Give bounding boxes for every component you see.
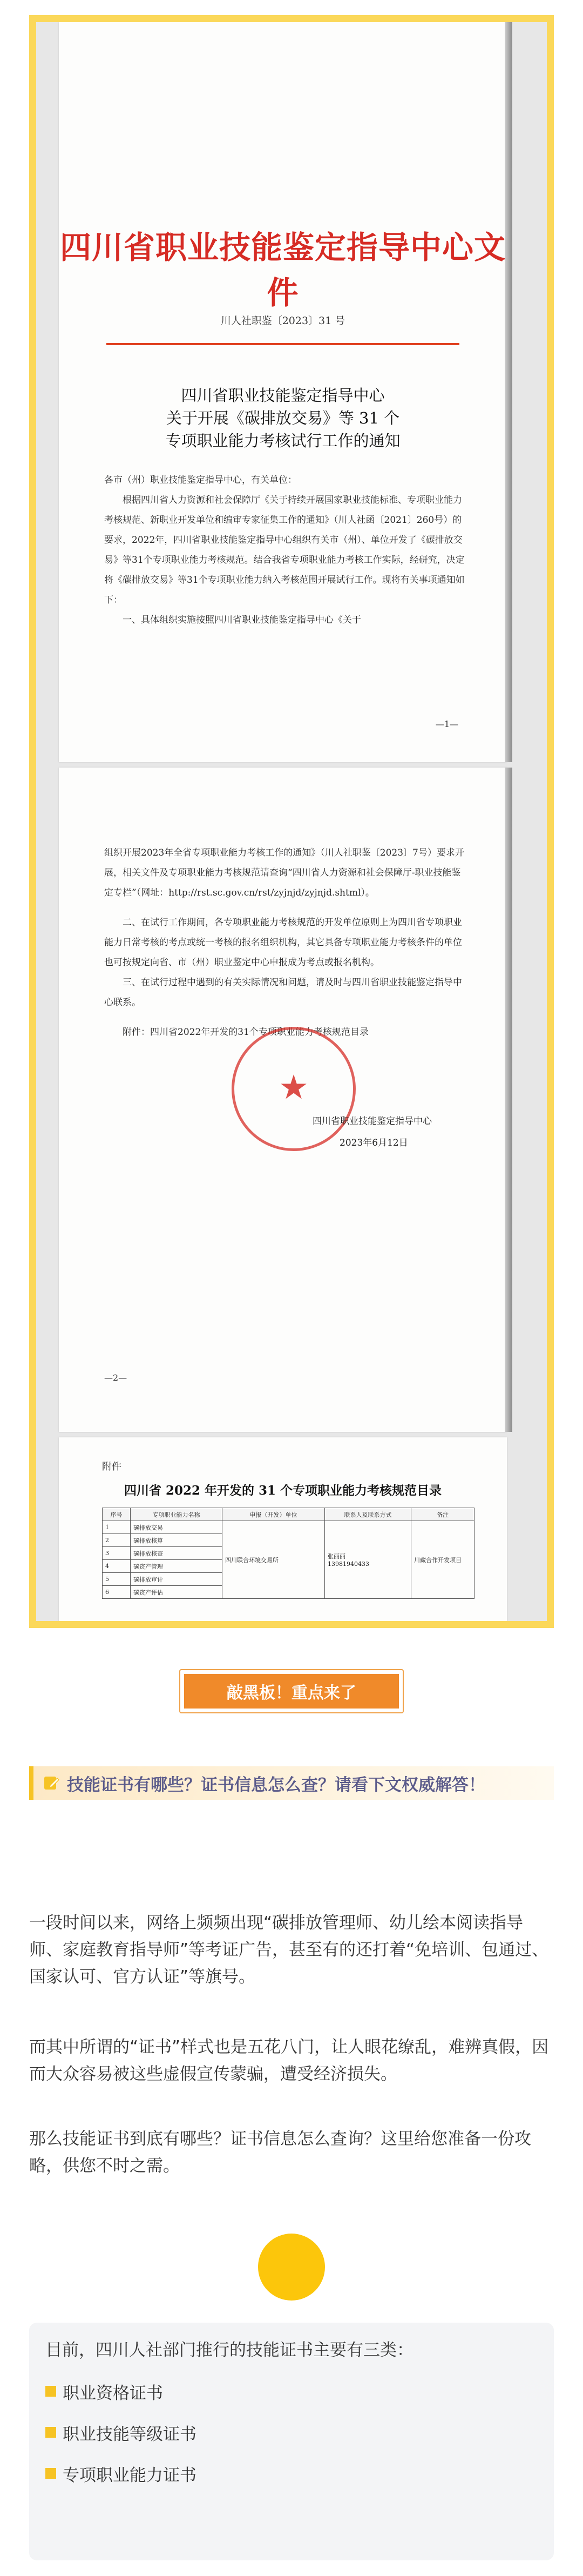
- card-intro: 目前，四川人社部门推行的技能证书主要有三类：: [45, 2340, 413, 2360]
- star-icon: ★: [279, 1067, 309, 1107]
- list-item: [45, 2419, 538, 2446]
- table-cell: 碳资产评估: [131, 1586, 222, 1599]
- section-heading: [29, 1766, 554, 1800]
- article-paragraph: 而其中所谓的“证书”样式也是五花八门，让人眼花缭乱，难辨真假，因而大众容易被这些虚假宣传蒙骗，遭受经济损失。: [29, 2037, 549, 2084]
- section-title: 技能证书有哪些？证书信息怎么查？请看下文权威解答！: [67, 1775, 485, 1795]
- table-cell: 4: [103, 1560, 131, 1573]
- table-row: [103, 1521, 474, 1534]
- table-cell: 碳排放核算: [131, 1534, 222, 1547]
- table-cell: 碳资产管理: [131, 1560, 222, 1573]
- document-page-1: [59, 22, 507, 762]
- paragraph: 组织开展2023年全省专项职业能力考核工作的通知》（川人社职鉴〔2023〕7号）要求开展，相关文件及专项职业能力考核规范请查询“四川省人力资源和社会保障厅-职业技能鉴定专栏”（网址：http://rst.sc.gov.cn/rst/zyjnjd/zyjnjd.shtml）。: [104, 848, 464, 898]
- certificate-type: 专项职业能力证书: [63, 2465, 196, 2485]
- bullet-icon: [45, 2386, 56, 2397]
- page-edge: [505, 768, 512, 1432]
- table-cell: 碳排放审计: [131, 1573, 222, 1586]
- page-number: —1—: [435, 719, 458, 729]
- document-body-2: [104, 843, 469, 1042]
- paragraph: 一、具体组织实施按照四川省职业技能鉴定指导中心《关于: [123, 615, 361, 625]
- annex-label: 附件: [102, 1461, 121, 1472]
- document-title: [59, 384, 507, 452]
- decorative-dot: [258, 2234, 325, 2301]
- list-item: [45, 2460, 538, 2487]
- table-cell: 6: [103, 1586, 131, 1599]
- table-cell-org: 四川联合环境交易所: [222, 1521, 325, 1599]
- article-paragraph: 那么技能证书到底有哪些？证书信息怎么查询？这里给您准备一份攻略，供您不时之需。: [29, 2129, 531, 2176]
- page-number: —2—: [104, 1373, 127, 1383]
- official-seal: [232, 1027, 356, 1151]
- document-number: 川人社职鉴〔2023〕31 号: [220, 315, 345, 327]
- paragraph: 根据四川省人力资源和社会保障厅《关于持续开展国家职业技能标准、专项职业能力考核规范、新职业开发单位和编审专家征集工作的通知》（川人社函〔2021〕260号）的要求，2022年，四川省职业技能鉴定指导中心组织有关市（州）、单位开发了《碳排放交易》等31个专项职业能力考核规范。结合我省专项职业能力考核工作实际，经研究，决定将《碳排放交易》等31个专项职业能力纳入考核范围开展试行工作。现将有关事项通知如下：: [104, 495, 465, 606]
- annex-title: 四川省 2022 年开发的 31 个专项职业能力考核规范目录: [124, 1483, 442, 1498]
- article-paragraph: 一段时间以来，网络上频频出现“碳排放管理师、幼儿绘本阅读指导师、家庭教育指导师”等考证广告，甚至有的还打着“免培训、包通过、国家认可、官方认证”等旗号。: [29, 1913, 549, 1987]
- addressee: 各市（州）职业技能鉴定指导中心，有关单位：: [104, 475, 297, 486]
- contact-name: 张丽丽: [328, 1553, 345, 1560]
- document-header: 四川省职业技能鉴定指导中心文件: [59, 229, 506, 311]
- signature: 四川省职业技能鉴定指导中心: [313, 1116, 432, 1127]
- table-cell: 1: [103, 1521, 131, 1534]
- edit-icon: [43, 1775, 59, 1791]
- document-body-1: [104, 470, 469, 630]
- table-header: 备注: [411, 1508, 474, 1521]
- table-cell-note: 川藏合作开发项目: [411, 1521, 474, 1599]
- banner-label: 敲黑板！重点来了: [184, 1674, 399, 1709]
- certificate-types-card: [29, 2323, 554, 2560]
- paragraph: 二、在试行工作期间，各专项职业能力考核规范的开发单位原则上为四川省专项职业能力日常考核的考点或统一考核的报名组织机构，其它具备专项职业能力考核条件的单位也可按规定向省、市（州）职业鉴定中心申报成为考点或报名机构。: [104, 917, 462, 968]
- document-scan: [36, 22, 547, 1621]
- table-header: 专项职业能力名称: [131, 1508, 222, 1521]
- annex-table: [102, 1508, 474, 1599]
- red-divider: [106, 343, 459, 345]
- certificate-type: 职业资格证书: [63, 2383, 163, 2403]
- title-line-2: 关于开展《碳排放交易》等 31 个: [166, 409, 400, 427]
- document-page-2: [59, 768, 507, 1432]
- document-page-3: [59, 1437, 507, 1621]
- table-header: 申报（开发）单位: [222, 1508, 325, 1521]
- attachment-note: 附件：四川省2022年开发的31个专项职业能力考核规范目录: [123, 1027, 369, 1038]
- paragraph: 三、在试行过程中遇到的有关实际情况和问题，请及时与四川省职业技能鉴定指导中心联系。: [104, 977, 462, 1008]
- table-header-row: [103, 1508, 474, 1521]
- table-header: 联系人及联系方式: [325, 1508, 411, 1521]
- table-cell: 3: [103, 1547, 131, 1560]
- bullet-icon: [45, 2468, 56, 2479]
- table-cell: 碳排放交易: [131, 1521, 222, 1534]
- table-cell-contact: [325, 1521, 411, 1599]
- certificate-type: 职业技能等级证书: [63, 2424, 196, 2444]
- contact-phone: 13981940433: [328, 1561, 369, 1568]
- table-cell: 2: [103, 1534, 131, 1547]
- document-date: 2023年6月12日: [340, 1138, 408, 1148]
- table-cell: 5: [103, 1573, 131, 1586]
- highlight-banner: [179, 1669, 404, 1713]
- title-line-1: 四川省职业技能鉴定指导中心: [181, 386, 385, 405]
- bullet-icon: [45, 2427, 56, 2438]
- table-header: 序号: [103, 1508, 131, 1521]
- title-line-3: 专项职业能力考核试行工作的通知: [165, 432, 401, 450]
- list-item: [45, 2378, 538, 2405]
- document-scan-frame: [29, 15, 554, 1628]
- table-cell: 碳排放核查: [131, 1547, 222, 1560]
